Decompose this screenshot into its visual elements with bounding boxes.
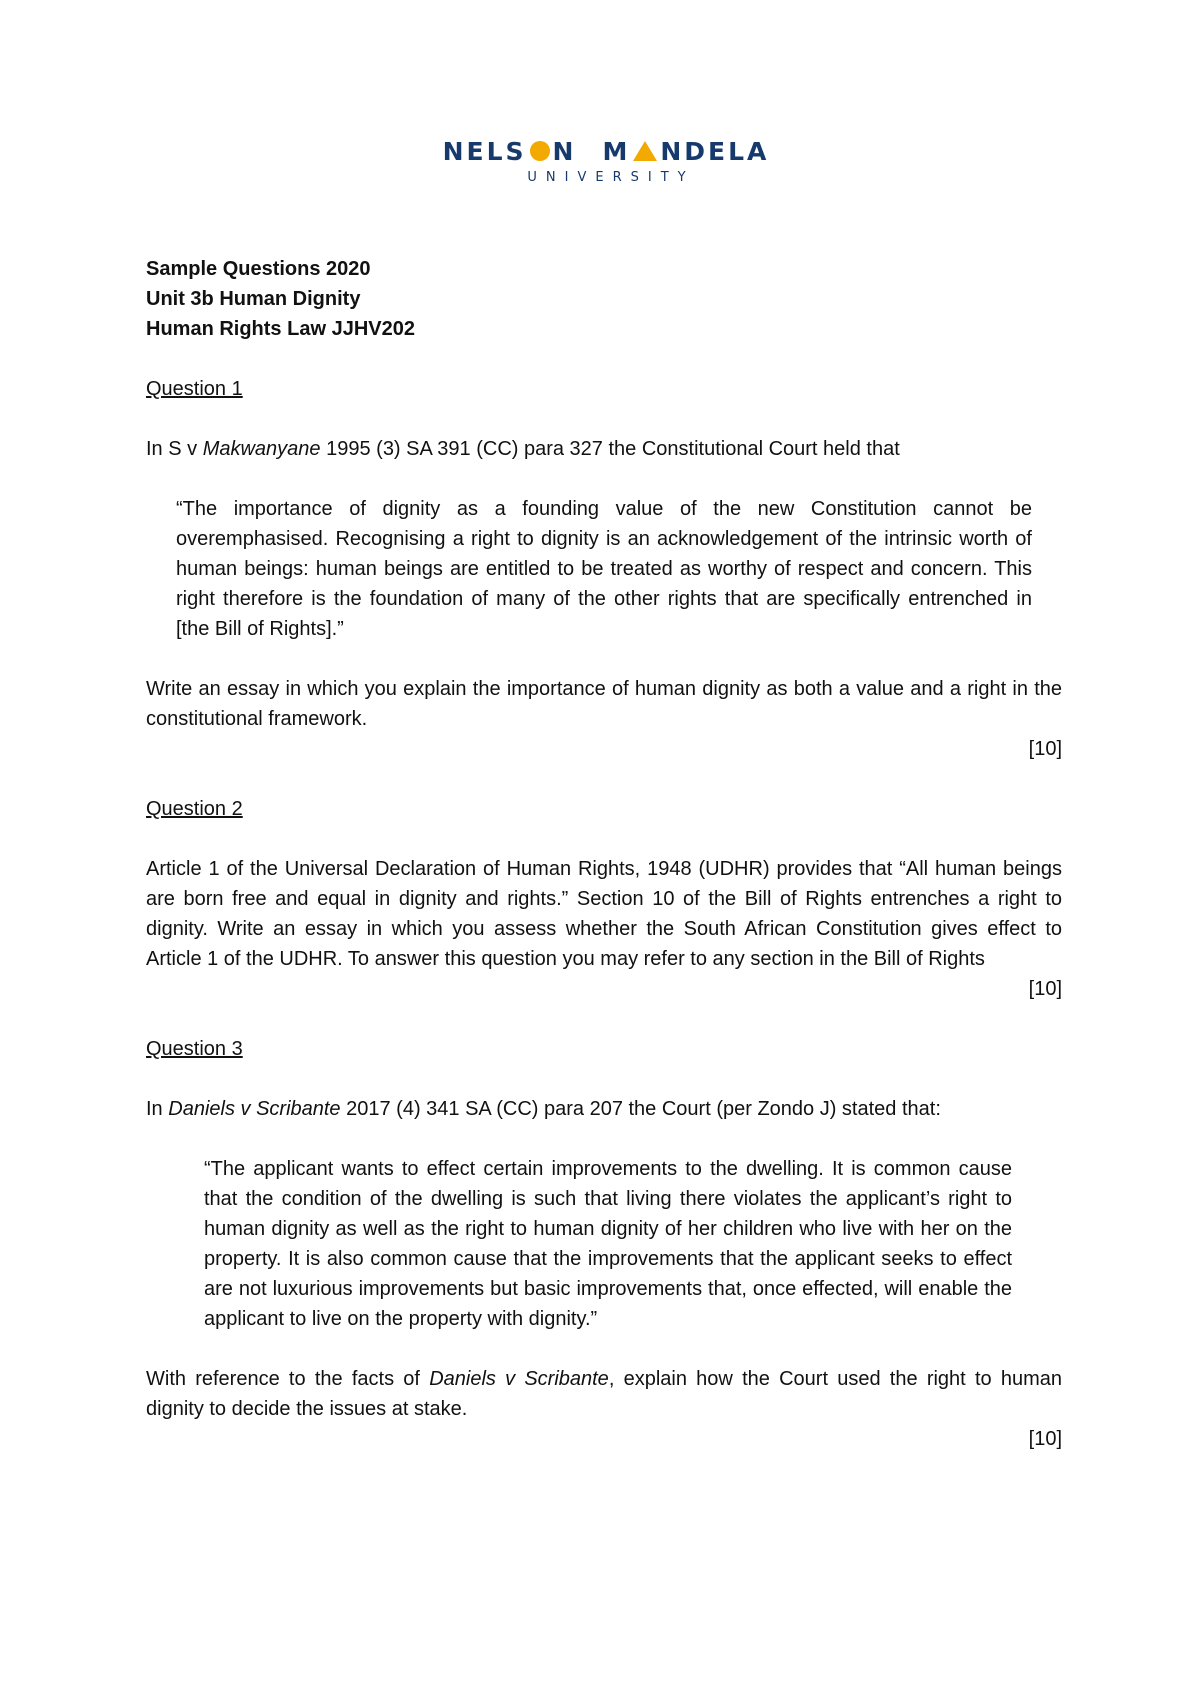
case-name: Makwanyane <box>202 438 321 460</box>
case-name: Daniels v Scribante <box>168 1098 341 1120</box>
question-2-marks: [10] <box>1028 978 1062 1000</box>
question-1-quote: “The importance of dignity as a founding value of the new Constitution cannot be overemphasised. Recognising a right to dignity is an acknowledgement of the intrinsic worth of human beings: human beings are entitled to be treated as worthy of respect and concern. This right therefore is the foundation of many of the other rights that are specifically entrenched in [the Bill of Rights].” <box>176 498 1032 640</box>
document-body <box>146 254 1062 1454</box>
question-3-intro <box>146 1094 1062 1124</box>
task-text: , explain how the Court used the right to human dignity to decide the issues at stake. <box>146 1368 1062 1420</box>
logo-text: NELS <box>442 136 527 166</box>
question-1-marks: [10] <box>1028 738 1062 760</box>
question-1-title: Question 1 <box>146 378 243 400</box>
header-line-3: Human Rights Law JJHV202 <box>146 318 415 340</box>
task-text: With reference to the facts of <box>146 1368 430 1390</box>
logo-subtitle: UNIVERSITY <box>527 170 695 185</box>
logo-word-nelson <box>443 137 577 166</box>
case-name: Daniels v Scribante <box>429 1368 609 1390</box>
intro-text: In <box>146 1098 169 1120</box>
logo-text: N <box>552 136 577 166</box>
header-line-1: Sample Questions 2020 <box>146 258 371 280</box>
logo-sun-icon <box>530 141 550 161</box>
logo-word-mandela <box>602 137 769 166</box>
question-3-quote: “The applicant wants to effect certain improvements to the dwelling. It is common cause that the condition of the dwelling is such that living there violates the applicant’s right to human dignity as well as the right to human dignity of her children who live with her on the property. It is also common cause that the improvements that the applicant seeks to effect are not luxurious improvements but basic improvements that, once effected, will enable the applicant to live on the property with dignity.” <box>204 1158 1012 1330</box>
intro-text: In S v <box>146 438 203 460</box>
logo-wordmark <box>442 136 770 166</box>
logo-text: M <box>602 136 631 166</box>
question-2-body: Article 1 of the Universal Declaration of Human Rights, 1948 (UDHR) provides that “All human beings are born free and equal in dignity and rights.” Section 10 of the Bill of Rights entrenches a right to dignity. Write an essay in which you assess whether the South African Constitution gives effect to Article 1 of the UDHR. To answer this question you may refer to any section in the Bill of Rights <box>146 858 1062 970</box>
header-line-2: Unit 3b Human Dignity <box>146 288 361 310</box>
intro-text: 2017 (4) 341 SA (CC) para 207 the Court (per Zondo J) stated that: <box>340 1098 941 1120</box>
question-1-task: Write an essay in which you explain the importance of human dignity as both a value and a right in the constitutional framework. <box>146 678 1062 730</box>
question-1-intro <box>146 434 1062 464</box>
logo-triangle-icon <box>633 141 657 161</box>
intro-text: 1995 (3) SA 391 (CC) para 327 the Constitutional Court held that <box>320 438 900 460</box>
university-logo <box>442 136 770 185</box>
logo-text: NDELA <box>660 136 770 166</box>
question-2-title: Question 2 <box>146 798 243 820</box>
question-3-title: Question 3 <box>146 1038 243 1060</box>
question-3-marks: [10] <box>1028 1428 1062 1450</box>
question-3-task <box>146 1364 1062 1424</box>
